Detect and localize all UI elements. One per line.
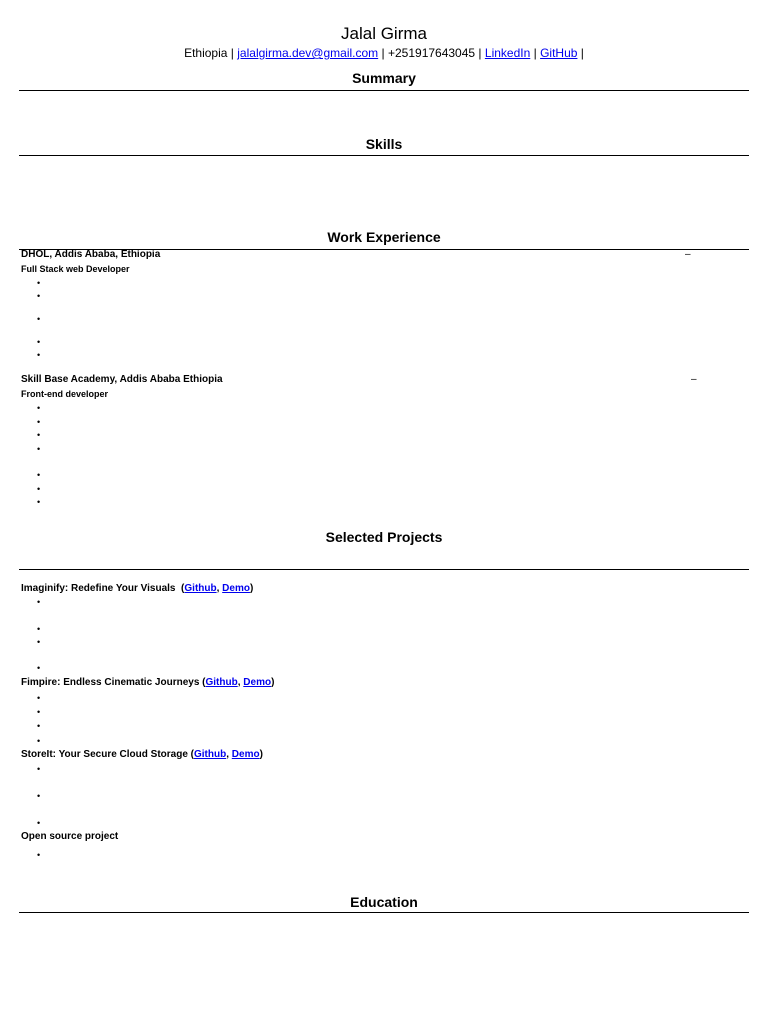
project-demo-link[interactable]: Demo — [231, 749, 260, 760]
separator: | — [478, 46, 482, 60]
section-heading-work-experience: Work Experience — [327, 229, 441, 245]
bullet-point — [37, 819, 45, 827]
bullet-point — [37, 708, 45, 716]
bullet-point — [37, 792, 45, 800]
linkedin-link[interactable]: LinkedIn — [484, 46, 531, 60]
project-title-line: Imaginify: Redefine Your Visuals (Github, Demo) — [21, 583, 254, 594]
phone: +251917643045 — [387, 46, 476, 60]
bullet-point — [37, 279, 45, 287]
contact-line — [0, 46, 768, 60]
bullet-point — [37, 638, 45, 646]
section-divider — [19, 912, 749, 913]
email-link[interactable]: jalalgirma.dev@gmail.com — [237, 46, 379, 60]
project-title-line: StoreIt: Your Secure Cloud Storage (Github, Demo) — [21, 749, 263, 760]
work-company: DHOL, Addis Ababa, Ethiopia — [21, 249, 161, 260]
separator: | — [533, 46, 537, 60]
bullet-point — [37, 431, 45, 439]
candidate-name: Jalal Girma — [341, 24, 427, 43]
github-link[interactable]: GitHub — [540, 46, 578, 60]
project-title: StoreIt: Your Secure Cloud Storage — [21, 749, 188, 760]
section-heading-selected-projects: Selected Projects — [325, 529, 443, 545]
project-github-link[interactable]: Github — [194, 749, 227, 760]
separator: | — [580, 46, 584, 60]
project-title: Open source project — [21, 831, 119, 842]
bullet-point — [37, 445, 45, 453]
bullet-point — [37, 338, 45, 346]
bullet-point — [37, 404, 45, 412]
bullet-point — [37, 737, 45, 745]
section-heading-education: Education — [350, 894, 418, 910]
separator: | — [381, 46, 385, 60]
location: Ethiopia — [184, 46, 228, 60]
separator: | — [230, 46, 234, 60]
bullet-point — [37, 598, 45, 606]
project-demo-link[interactable]: Demo — [222, 583, 250, 594]
bullet-point — [37, 315, 45, 323]
section-heading-summary: Summary — [352, 70, 416, 86]
bullet-point — [37, 694, 45, 702]
project-github-link[interactable]: Github — [184, 583, 217, 594]
section-divider — [19, 90, 749, 91]
bullet-point — [37, 765, 45, 773]
bullet-point — [37, 498, 45, 506]
project-title: Fimpire: Endless Cinematic Journeys — [21, 677, 200, 688]
section-divider — [19, 569, 749, 570]
bullet-point — [37, 351, 45, 359]
project-demo-link[interactable]: Demo — [243, 677, 272, 688]
bullet-point — [37, 485, 45, 493]
bullet-point — [37, 625, 45, 633]
bullet-point — [37, 664, 45, 672]
bullet-point — [37, 722, 45, 730]
project-github-link[interactable]: Github — [205, 677, 238, 688]
bullet-point — [37, 471, 45, 479]
section-heading-skills: Skills — [365, 136, 403, 152]
bullet-point — [37, 851, 45, 859]
work-company: Skill Base Academy, Addis Ababa Ethiopia — [21, 374, 223, 385]
bullet-point — [37, 292, 45, 300]
project-title: Imaginify: Redefine Your Visuals — [21, 583, 176, 594]
bullet-point — [37, 418, 45, 426]
date-dash: – — [691, 374, 697, 385]
section-divider — [19, 155, 749, 156]
work-role: Front-end developer — [21, 389, 109, 399]
project-title-line: Fimpire: Endless Cinematic Journeys (Github, Demo) — [21, 677, 275, 688]
work-role: Full Stack web Developer — [21, 264, 130, 274]
date-dash: – — [685, 249, 691, 260]
